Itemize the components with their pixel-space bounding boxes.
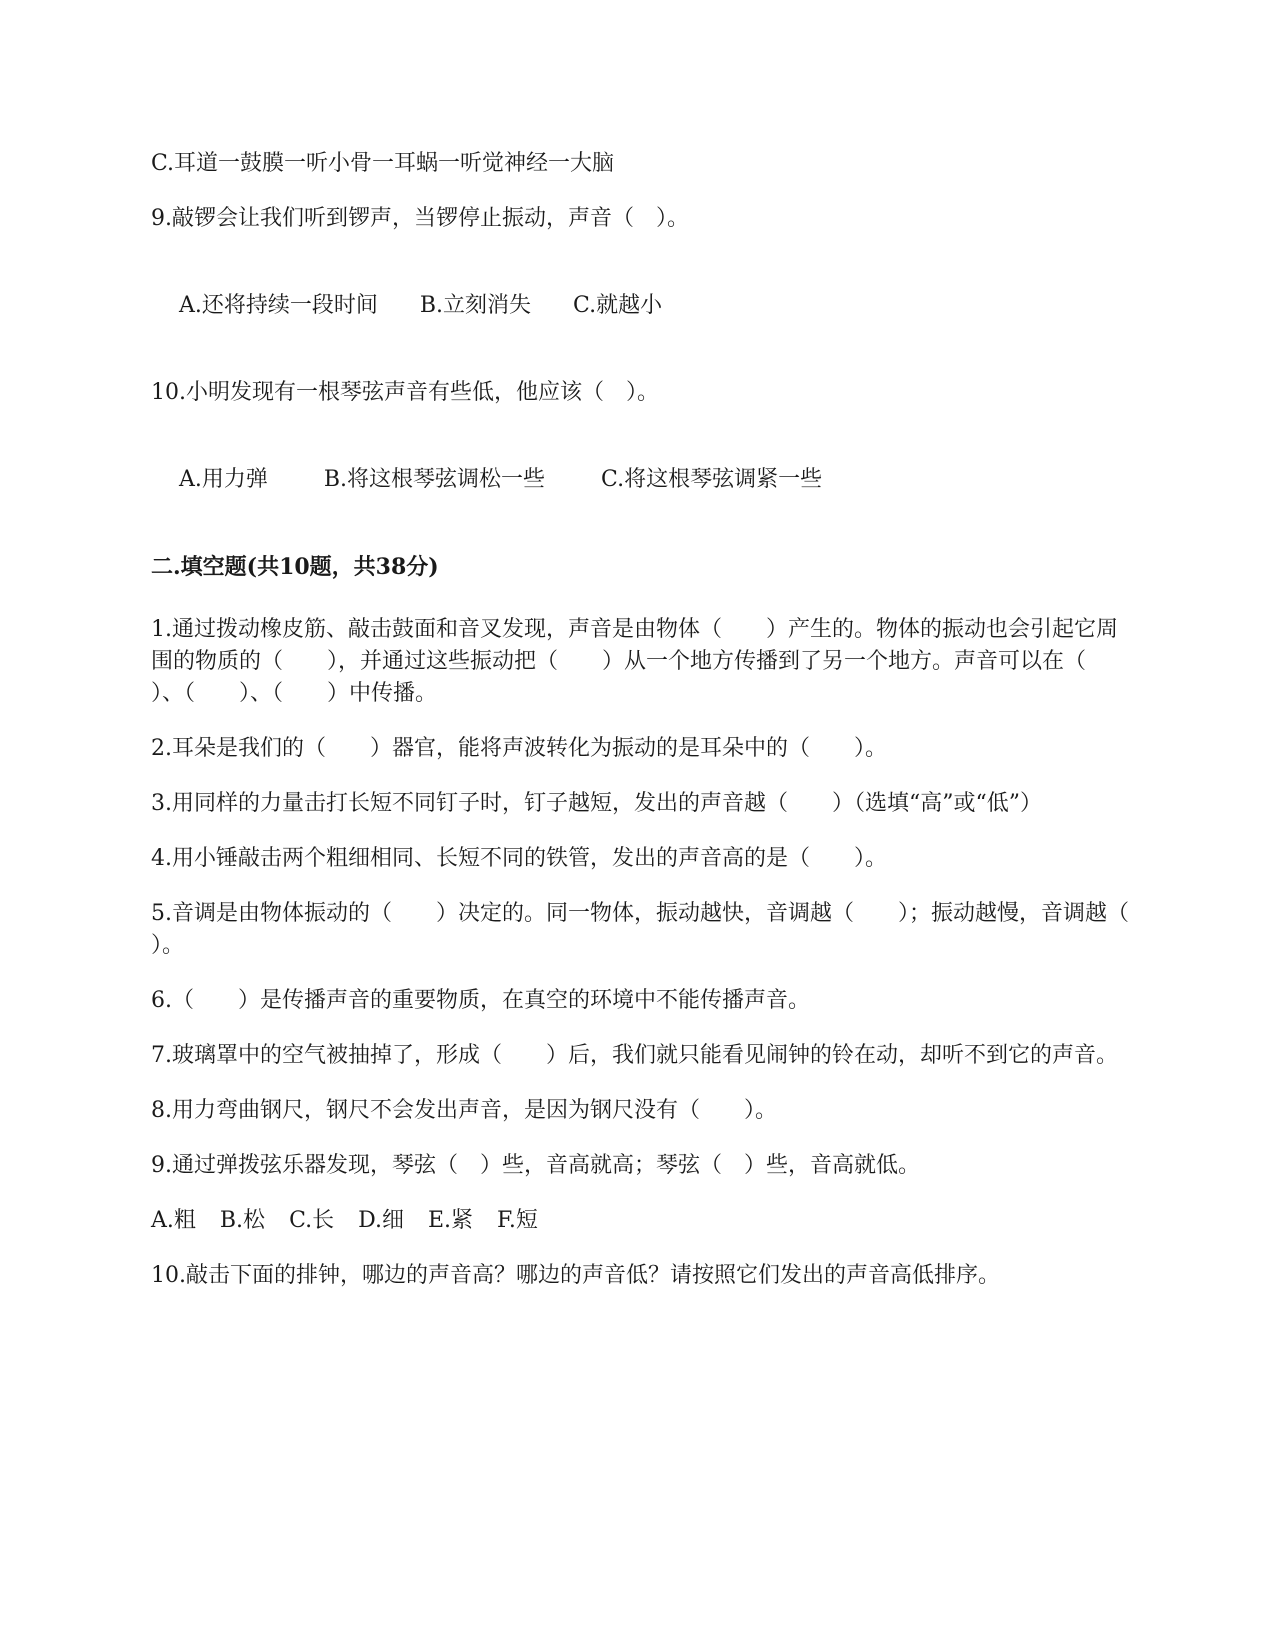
q10-options (151, 432, 1131, 528)
q10-option-c: C.将这根琴弦调紧一些 (601, 467, 823, 492)
fill-q9-option-f: F.短 (497, 1208, 538, 1233)
fill-q9-option-b: B.松 (219, 1208, 266, 1233)
fill-q4: 4.用小锤敲击两个粗细相同、长短不同的铁管，发出的声音高的是（ ）。 (151, 846, 887, 871)
fill-q5: 5.音调是由物体振动的（ ）决定的。同一物体，振动越快，音调越（ ）；振动越慢，音调越（ ）。 (151, 901, 1174, 958)
document-page (151, 148, 1174, 1292)
fill-q3: 3.用同样的力量击打长短不同钉子时，钉子越短，发出的声音越（ ）（选填“高”或“低”） (151, 791, 1042, 816)
fill-q6: 6.（ ）是传播声音的重要物质，在真空的环境中不能传播声音。 (151, 988, 810, 1013)
fill-q9-options (151, 1205, 1131, 1237)
fill-q9-option-a: A.粗 (151, 1208, 196, 1233)
q9-options (151, 258, 1131, 354)
q9-option-a: A.还将持续一段时间 (178, 293, 378, 318)
q9-option-c: C.就越小 (573, 293, 663, 318)
fill-q9: 9.通过弹拨弦乐器发现，琴弦（ ）些，音高就高；琴弦（ ）些，音高就低。 (151, 1153, 920, 1178)
fill-q10: 10.敲击下面的排钟，哪边的声音高？哪边的声音低？请按照它们发出的声音高低排序。 (151, 1263, 1000, 1288)
q10-text: 10.小明发现有一根琴弦声音有些低，他应该（ ）。 (151, 380, 659, 405)
fill-q9-option-c: C.长 (289, 1208, 335, 1233)
q8-option-c: C.耳道一鼓膜一听小骨一耳蜗一听觉神经一大脑 (151, 151, 615, 176)
q10-option-a: A.用力弹 (178, 467, 268, 492)
fill-q2: 2.耳朵是我们的（ ）器官，能将声波转化为振动的是耳朵中的（ ）。 (151, 736, 887, 761)
q9-option-b: B.立刻消失 (419, 293, 532, 318)
section-heading: 二.填空题(共10题，共38分) (151, 554, 439, 580)
fill-q8: 8.用力弯曲钢尺，钢尺不会发出声音，是因为钢尺没有（ ）。 (151, 1098, 777, 1123)
fill-q7: 7.玻璃罩中的空气被抽掉了，形成（ ）后，我们就只能看见闹钟的铃在动，却听不到它的声音。 (151, 1043, 1118, 1068)
fill-q1: 1.通过拨动橡皮筋、敲击鼓面和音叉发现，声音是由物体（ ）产生的。物体的振动也会引起它周围的物质的（ ），并通过这些振动把（ ）从一个地方传播到了另一个地方。声音可以在（ ）、（ ）、（ ）中传播。 (151, 617, 1131, 706)
fill-q9-option-d: D.细 (358, 1208, 404, 1233)
q9-text: 9.敲锣会让我们听到锣声，当锣停止振动，声音（ ）。 (151, 206, 689, 231)
q10-option-b: B.将这根琴弦调松一些 (323, 467, 546, 492)
fill-q9-option-e: E.紧 (427, 1208, 474, 1233)
